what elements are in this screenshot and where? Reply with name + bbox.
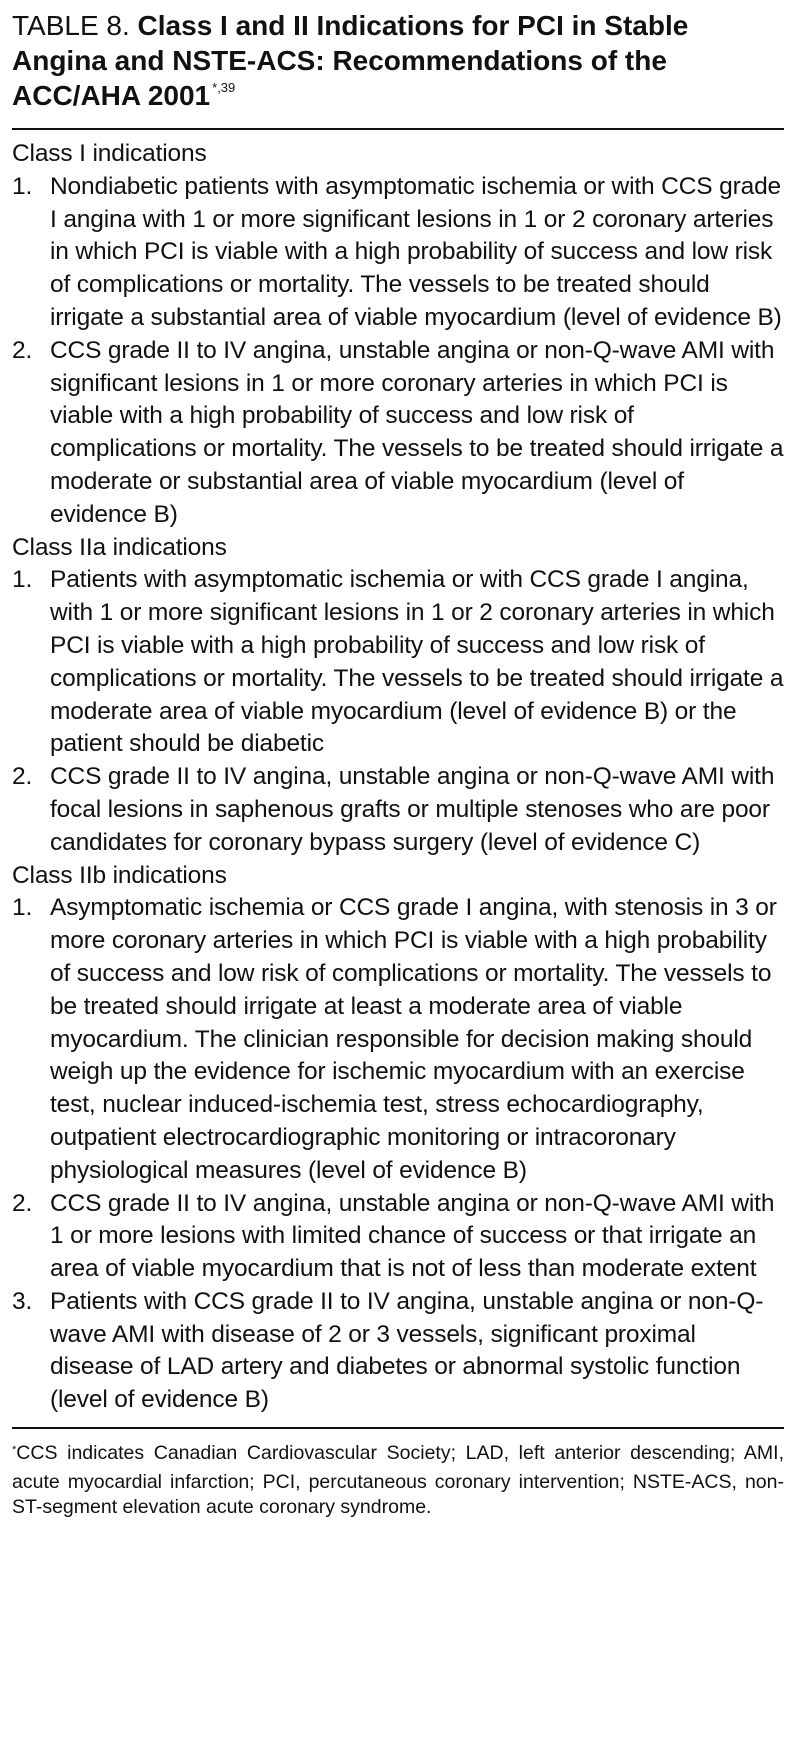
table-footnote xyxy=(12,1429,784,1521)
title-reference: *,39 xyxy=(212,80,236,95)
item-text: Patients with CCS grade II to IV angina, unstable angina or non-Q-wave AMI with disease of 2 or 3 vessels, significant proximal disease of LAD artery and diabetes or abnormal systolic function (level of evidence B) xyxy=(50,1287,764,1414)
item-text: Patients with asymptomatic ischemia or with CCS grade I angina, with 1 or more significant lesions in 1 or 2 coronary arteries in which PCI is viable with a high probability of success and low risk of complications or mortality. The vessels to be treated should irrigate a moderate area of viable myocardium (level of evidence B) or the patient should be diabetic xyxy=(50,566,784,758)
item-number: 2. xyxy=(12,336,33,364)
item-number: 1. xyxy=(12,172,33,200)
class-heading: Class IIa indications xyxy=(12,533,227,561)
item-text: CCS grade II to IV angina, unstable angina or non-Q-wave AMI with 1 or more lesions with limited chance of success or that irrigate an area of viable myocardium that is not of less than moderate extent xyxy=(50,1189,775,1283)
footnote-text: CCS indicates Canadian Cardiovascular Society; LAD, left anterior descending; AMI, acute myocardial infarction; PCI, percutaneous coronary intervention; NSTE-ACS, non-ST-segment elevation acute coronary syndrome. xyxy=(12,1442,784,1519)
item-number: 3. xyxy=(12,1287,33,1315)
table-title-text: Class I and II Indications for PCI in Stable Angina and NSTE-ACS: Recommendations of the ACC/AHA 2001 xyxy=(12,10,689,111)
item-text: Nondiabetic patients with asymptomatic ischemia or with CCS grade I angina with 1 or more significant lesions in 1 or 2 coronary arteries in which PCI is viable with a high probability of success and low risk of complications or mortality. The vessels to be treated should irrigate a substantial area of viable myocardium (level of evidence B) xyxy=(50,172,782,331)
table-label: TABLE 8. xyxy=(12,10,130,41)
class-heading: Class I indications xyxy=(12,140,207,167)
table-figure xyxy=(12,8,784,1521)
table-title xyxy=(12,8,784,118)
item-number: 1. xyxy=(12,894,33,922)
item-text: CCS grade II to IV angina, unstable angina or non-Q-wave AMI with focal lesions in saphenous grafts or multiple stenoses who are poor candidates for coronary bypass surgery (level of evidence C) xyxy=(50,763,775,856)
footnote-mark: * xyxy=(12,1444,17,1457)
list-item xyxy=(12,1188,784,1286)
list-item xyxy=(12,761,784,859)
list-item xyxy=(12,171,784,335)
table-body xyxy=(12,130,784,1417)
list-item xyxy=(12,564,784,761)
class-heading: Class IIb indications xyxy=(12,861,227,889)
item-text: Asymptomatic ischemia or CCS grade I angina, with stenosis in 3 or more coronary arteries in which PCI is viable with a high probability of success and low risk of complications or mortality. The vessels to be treated should irrigate at least a moderate area of viable myocardium. The clinician responsible for decision making should weigh up the evidence for ischemic myocardium with an exercise test, nuclear induced-ischemia test, stress echocardiography, outpatient electrocardiographic monitoring or intracoronary physiological measures (level of evidence B) xyxy=(50,894,777,1184)
item-number: 2. xyxy=(12,763,33,791)
item-text: CCS grade II to IV angina, unstable angina or non-Q-wave AMI with significant lesions in 1 or more coronary arteries in which PCI is viable with a high probability of success and low risk of complications or mortality. The vessels to be treated should irrigate a moderate or substantial area of viable myocardium (level of evidence B) xyxy=(50,336,784,528)
item-number: 2. xyxy=(12,1189,33,1217)
list-item xyxy=(12,892,784,1187)
list-item xyxy=(12,1286,784,1417)
list-item xyxy=(12,335,784,532)
item-number: 1. xyxy=(12,566,33,594)
